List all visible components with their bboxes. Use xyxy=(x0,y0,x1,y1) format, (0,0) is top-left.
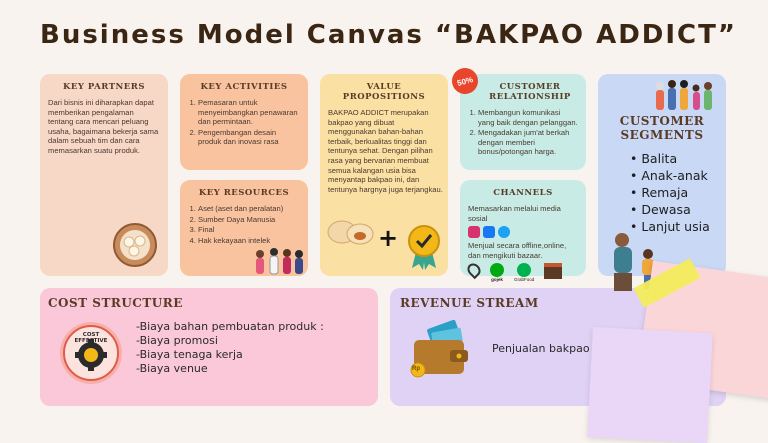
key-activities-card xyxy=(180,74,308,170)
cost-item: -Biaya tenaga kerja xyxy=(136,348,243,361)
channels-social-text: Memasarkan melalui media sosial xyxy=(468,204,561,223)
facebook-icon xyxy=(483,226,495,238)
key-partners-card xyxy=(40,74,168,276)
instagram-icon xyxy=(468,226,480,238)
key-resources-title: KEY RESOURCES xyxy=(198,188,290,198)
delivery-icons-row xyxy=(468,263,578,282)
grabfood-icon xyxy=(517,263,531,277)
grabfood-label: GrabFood xyxy=(514,277,535,283)
rupiah-coin-label: Rp xyxy=(412,366,420,372)
value-propositions-text: BAKPAO ADDICT merupakan bakpao yang dibuat menggunakan bahan-bahan terbaik, berkualitas tinggi dan tentunya sehat. Dengan pilihan rasa yang bervarian membuat semua kalangan usia bisa menyantap bakpao ini, dan tentunya hargnya juga terjangkau. xyxy=(328,108,443,194)
gojek-icon xyxy=(490,263,504,277)
cost-structure-list xyxy=(136,320,324,376)
map-pin-icon xyxy=(465,261,483,279)
key-resource-item: 4. Hak kekayaan intelek xyxy=(198,236,300,246)
page-title: Business Model Canvas “BAKPAO ADDICT” xyxy=(40,20,737,50)
cost-item: -Biaya promosi xyxy=(136,334,218,347)
gojek-label: gojek xyxy=(491,277,503,283)
plus-symbol: + xyxy=(378,224,399,252)
key-resources-list xyxy=(188,204,300,245)
team-people-icon xyxy=(250,246,306,276)
key-partners-text: Dari bisnis ini diharapkan dapat memberikan pengalaman tentang cara mencari peluang usaha, bagaimana bekerja sama dalam sebuah tim dan cara memasarkan suatu produk. xyxy=(48,98,159,155)
customer-relationship-card xyxy=(460,74,586,170)
cost-structure-title: COST STRUCTURE xyxy=(48,296,183,310)
cost-item: -Biaya bahan pembuatan produk : xyxy=(136,320,324,333)
discount-badge-text: 50% xyxy=(456,74,474,88)
customer-segments-title: CUSTOMER SEGMENTS xyxy=(619,114,705,142)
family-group-icon xyxy=(652,78,716,112)
key-partners-title: KEY PARTNERS xyxy=(63,82,145,92)
twitter-icon xyxy=(498,226,510,238)
key-resource-item: 3. Final xyxy=(198,225,300,235)
customer-segments-list xyxy=(606,150,718,235)
cost-item: -Biaya venue xyxy=(136,362,208,375)
key-activities-title: KEY ACTIVITIES xyxy=(200,82,288,92)
key-activity-item: 1. Pemasaran untuk menyeimbangkan penawaran dan permintaan. xyxy=(198,98,300,127)
social-icons-row xyxy=(468,226,578,238)
key-activities-list xyxy=(188,98,300,147)
value-propositions-card xyxy=(320,74,448,276)
best-quality-badge-icon xyxy=(406,224,442,270)
segment-item: • Dewasa xyxy=(630,201,718,218)
segment-item: • Anak-anak xyxy=(630,167,718,184)
key-resources-card xyxy=(180,180,308,276)
cost-structure-card xyxy=(40,288,378,406)
sticky-note-purple xyxy=(587,327,713,443)
bakpao-plate-icon xyxy=(112,222,158,268)
channels-offline-text: Menjual secara offline,online, dan mengikuti bazaar. xyxy=(468,241,567,260)
cost-effective-gear-icon xyxy=(58,320,124,386)
customer-relationship-title: CUSTOMER RELATIONSHIP xyxy=(489,82,571,102)
key-activity-item: 2. Pengembangan desain produk dan inovasi rasa xyxy=(198,128,300,147)
key-resource-item: 2. Sumber Daya Manusia xyxy=(198,215,300,225)
revenue-stream-title: REVENUE STREAM xyxy=(400,296,539,310)
revenue-stream-text: Penjualan bakpao xyxy=(492,342,590,355)
channels-card xyxy=(460,180,586,283)
customer-relationship-item: 2. Mengadakan jum'at berkah dengan memberi bonus/potongan harga. xyxy=(478,128,578,157)
key-resource-item: 1. Aset (aset dan peralatan) xyxy=(198,204,300,214)
cost-effective-badge-text: COST EFFECTIVE xyxy=(74,332,108,344)
value-propositions-title: VALUE PROPOSITIONS xyxy=(342,82,426,102)
segment-item: • Lanjut usia xyxy=(630,218,718,235)
channels-title: CHANNELS xyxy=(493,188,553,198)
bakpao-bun-icon xyxy=(326,214,374,246)
segment-item: • Remaja xyxy=(630,184,718,201)
shop-stall-icon xyxy=(544,263,562,279)
customer-relationship-item: 1. Membangun komunikasi yang baik dengan pelanggan. xyxy=(478,108,578,127)
customer-relationship-list xyxy=(468,108,578,157)
segment-item: • Balita xyxy=(630,150,718,167)
